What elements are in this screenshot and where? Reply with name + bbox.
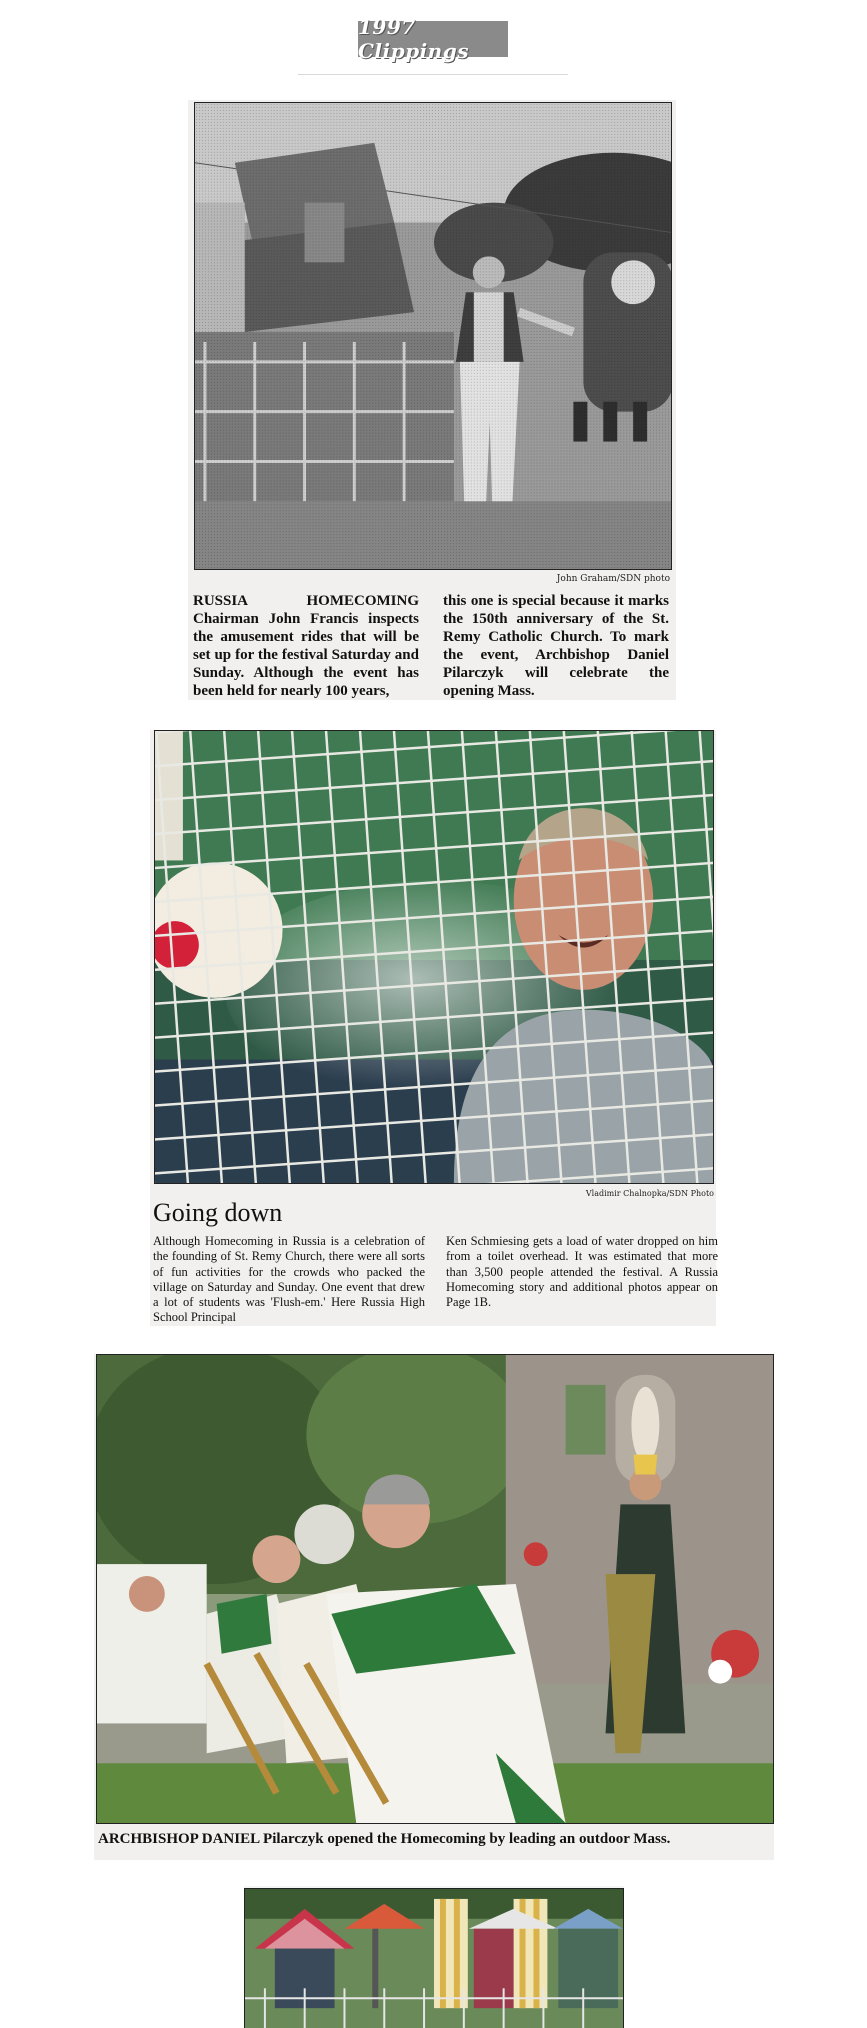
photo-credit: John Graham/SDN photo (556, 574, 670, 584)
title-divider (298, 74, 568, 75)
photo-archbishop-mass (96, 1354, 774, 1824)
photo-dunk-principal (154, 730, 714, 1184)
photo-amusement-rides (194, 102, 672, 570)
page-title: 1997 Clippings (358, 21, 508, 57)
clipping-ride-inspection (188, 100, 676, 700)
caption-column-left: RUSSIA HOMECOMING Chairman John Francis inspects the amusement rides that will be set up for the festival Saturday and Sunday. Although the event has been held for nearly 100 years, (193, 593, 419, 699)
caption-column-left: Although Homecoming in Russia is a celebration of the founding of St. Remy Church, there were all sorts of fun activities for the crowds who packed the village on Saturday and Sunday. One event that drew a lot of students was 'Flush-em.' Here Russia High School Principal (153, 1234, 425, 1325)
caption-column-right: Ken Schmiesing gets a load of water dropped on him from a toilet overhead. It was estimated that more than 3,500 people attended the festival. A Russia Homecoming story and additional photos appear on Page 1B. (446, 1234, 718, 1309)
photo-credit: Vladimir Chalnopka/SDN Photo (585, 1189, 714, 1198)
caption: ARCHBISHOP DANIEL Pilarczyk opened the Homecoming by leading an outdoor Mass. (98, 1831, 671, 1847)
caption-column-right: this one is special because it marks the 150th anniversary of the St. Remy Catholic Church. To mark the event, Archbishop Daniel Pilarczyk will celebrate the opening Mass. (443, 593, 669, 699)
clipping-carnival (244, 1886, 624, 2000)
clipping-outdoor-mass (94, 1354, 774, 1860)
clipping-going-down (150, 730, 716, 1326)
photo-carnival-rides (244, 1888, 624, 2028)
headline: Going down (153, 1198, 283, 1227)
